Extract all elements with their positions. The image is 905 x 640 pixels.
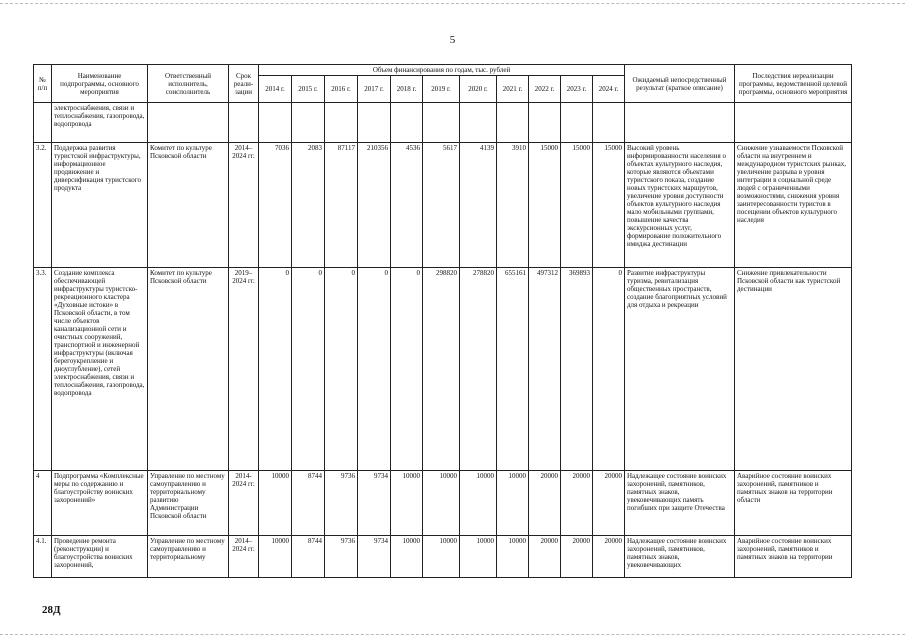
- activity-name: Подпрограмма «Комплексные меры по содержанию и благоустройству воинских захоронений»: [52, 471, 148, 536]
- funding-value: 2083: [292, 143, 325, 268]
- scan-edge-top: [0, 3, 905, 4]
- funding-value: 9736: [325, 536, 358, 578]
- year-header: 2024 г.: [593, 76, 625, 103]
- expected-result: Надлежащее состояние воинских захоронений, памятников, памятных знаков, увековечивающих: [625, 536, 735, 578]
- funding-value: [358, 103, 391, 143]
- header-num: № п/п: [34, 65, 52, 103]
- year-header: 2016 г.: [325, 76, 358, 103]
- funding-value: 0: [259, 268, 292, 471]
- funding-value: 0: [292, 268, 325, 471]
- activity-name: Создание комплекса обеспечивающей инфраструктуры туристско-рекреационного кластера «Духовные истоки» в Псковской области, в том числе объектов канализационной сети и очистных сооружений, транспортной и инженерной инфраструктуры (включая берегоукрепление и дноуглубление), сетей электроснабжения, связи и теплоснабжения, газопровода, водопровода: [52, 268, 148, 471]
- funding-value: 5617: [423, 143, 460, 268]
- funding-value: [391, 103, 423, 143]
- funding-value: 9734: [358, 471, 391, 536]
- row-number: 3.2.: [34, 143, 52, 268]
- funding-value: 20000: [593, 471, 625, 536]
- funding-value: [423, 103, 460, 143]
- funding-value: 0: [325, 268, 358, 471]
- funding-value: [593, 103, 625, 143]
- funding-value: 15000: [561, 143, 593, 268]
- header-name: Наименование подпрограммы, основного мероприятия: [52, 65, 148, 103]
- header-result: Ожидаемый непосредственный результат (краткое описание): [625, 65, 735, 103]
- year-header: 2022 г.: [529, 76, 561, 103]
- responsible-executor: Управление по местному самоуправлению и территориальному развитию Администрации Псковской области: [148, 471, 229, 536]
- funding-value: [529, 103, 561, 143]
- funding-value: 9736: [325, 471, 358, 536]
- funding-value: 20000: [529, 536, 561, 578]
- header-funding: Объем финансирования по годам, тыс. рублей: [259, 65, 625, 76]
- funding-value: [325, 103, 358, 143]
- funding-value: 10000: [460, 471, 497, 536]
- nonimplementation-consequences: Аварийное состояние воинских захоронений, памятников и памятных знаков на территории области: [735, 471, 852, 536]
- year-header: 2023 г.: [561, 76, 593, 103]
- implementation-term: 2019– 2024 гг.: [229, 268, 259, 471]
- year-header: 2014 г.: [259, 76, 292, 103]
- funding-value: 20000: [593, 536, 625, 578]
- funding-value: 8744: [292, 536, 325, 578]
- expected-result: Надлежащее состояние воинских захоронений, памятников, памятных знаков, увековечивающих память погибших при защите Отечества: [625, 471, 735, 536]
- funding-value: 0: [391, 268, 423, 471]
- page-number: 5: [449, 34, 456, 46]
- funding-value: 3910: [497, 143, 529, 268]
- funding-value: [259, 103, 292, 143]
- responsible-executor: Управление по местному самоуправлению и территориальному: [148, 536, 229, 578]
- funding-value: 10000: [391, 536, 423, 578]
- funding-value: 10000: [259, 471, 292, 536]
- footer-code: 28Д: [42, 604, 61, 616]
- table-row: [34, 268, 852, 471]
- nonimplementation-consequences: Снижение узнаваемости Псковской области на внутреннем и международном туристских рынках, увеличение разрыва в уровня интеграции в социальной среде людей с ограниченными возможностями, снижения уровня заинтересованности туристов в посещении объектов культурного наследия: [735, 143, 852, 268]
- row-number: 4: [34, 471, 52, 536]
- year-header: 2018 г.: [391, 76, 423, 103]
- header-term: Срок реали-зации: [229, 65, 259, 103]
- year-header: 2019 г.: [423, 76, 460, 103]
- nonimplementation-consequences: Аварийное состояние воинских захоронений, памятников и памятных знаков на территории: [735, 536, 852, 578]
- year-header: 2015 г.: [292, 76, 325, 103]
- funding-value: 10000: [497, 471, 529, 536]
- nonimplementation-consequences: Снижение привлекательности Псковской области как туристской дестинации: [735, 268, 852, 471]
- row-number: [34, 103, 52, 143]
- header-consequences: Последствия нереализации программы, ведомственной целевой программы, основного мероприятия: [735, 65, 852, 103]
- expected-result: Развитие инфраструктуры туризма, ревитализация общественных пространств, создание благоприятных условий для отдыха и рекреации: [625, 268, 735, 471]
- year-header: 2021 г.: [497, 76, 529, 103]
- activity-name: электроснабжения, связи и теплоснабжения, газопровода, водопровода: [52, 103, 148, 143]
- table-row: [34, 103, 852, 143]
- table-row: [34, 471, 852, 536]
- funding-value: 10000: [497, 536, 529, 578]
- funding-value: [561, 103, 593, 143]
- program-table: [33, 64, 852, 578]
- funding-value: 0: [593, 268, 625, 471]
- funding-value: [497, 103, 529, 143]
- funding-value: 7036: [259, 143, 292, 268]
- funding-value: 15000: [529, 143, 561, 268]
- implementation-term: 2014– 2024 гг.: [229, 143, 259, 268]
- responsible-executor: [148, 103, 229, 143]
- funding-value: 20000: [561, 471, 593, 536]
- funding-value: 369893: [561, 268, 593, 471]
- funding-value: 4139: [460, 143, 497, 268]
- funding-value: 87117: [325, 143, 358, 268]
- year-header: 2017 г.: [358, 76, 391, 103]
- implementation-term: 2014- 2024 гг.: [229, 471, 259, 536]
- funding-value: 655161: [497, 268, 529, 471]
- funding-value: 298820: [423, 268, 460, 471]
- activity-name: Поддержка развития туристской инфраструктуры, информационное продвижение и диверсификация туристского продукта: [52, 143, 148, 268]
- header-responsible: Ответственный исполнитель, соисполнитель: [148, 65, 229, 103]
- activity-name: Проведение ремонта (реконструкции) и благоустройства воинских захоронений,: [52, 536, 148, 578]
- expected-result: [625, 103, 735, 143]
- funding-value: 10000: [423, 536, 460, 578]
- funding-value: 20000: [561, 536, 593, 578]
- row-number: 4.1.: [34, 536, 52, 578]
- funding-value: 0: [358, 268, 391, 471]
- funding-value: 9734: [358, 536, 391, 578]
- row-number: 3.3.: [34, 268, 52, 471]
- funding-value: 497312: [529, 268, 561, 471]
- funding-value: 210356: [358, 143, 391, 268]
- funding-value: 278820: [460, 268, 497, 471]
- year-header: 2020 г.: [460, 76, 497, 103]
- nonimplementation-consequences: [735, 103, 852, 143]
- funding-value: 15000: [593, 143, 625, 268]
- implementation-term: [229, 103, 259, 143]
- funding-value: [292, 103, 325, 143]
- table-row: [34, 143, 852, 268]
- expected-result: Высокий уровень информированности населения о объектах культурного наследия, которые являются объектами туристского показа, создание новых туристских маршрутов, увеличение уровня доступности объектов культурного наследия мало мобильными группами, повышение качества экскурсионных услуг, формирование положительного имиджа дестинации: [625, 143, 735, 268]
- implementation-term: 2014– 2024 гг.: [229, 536, 259, 578]
- funding-value: 10000: [423, 471, 460, 536]
- scan-edge-bottom: [0, 634, 905, 635]
- responsible-executor: Комитет по культуре Псковской области: [148, 268, 229, 471]
- funding-value: 8744: [292, 471, 325, 536]
- funding-value: 10000: [259, 536, 292, 578]
- table-row: [34, 536, 852, 578]
- responsible-executor: Комитет по культуре Псковской области: [148, 143, 229, 268]
- funding-value: [460, 103, 497, 143]
- funding-value: 10000: [391, 471, 423, 536]
- funding-value: 20000: [529, 471, 561, 536]
- funding-value: 10000: [460, 536, 497, 578]
- funding-value: 4536: [391, 143, 423, 268]
